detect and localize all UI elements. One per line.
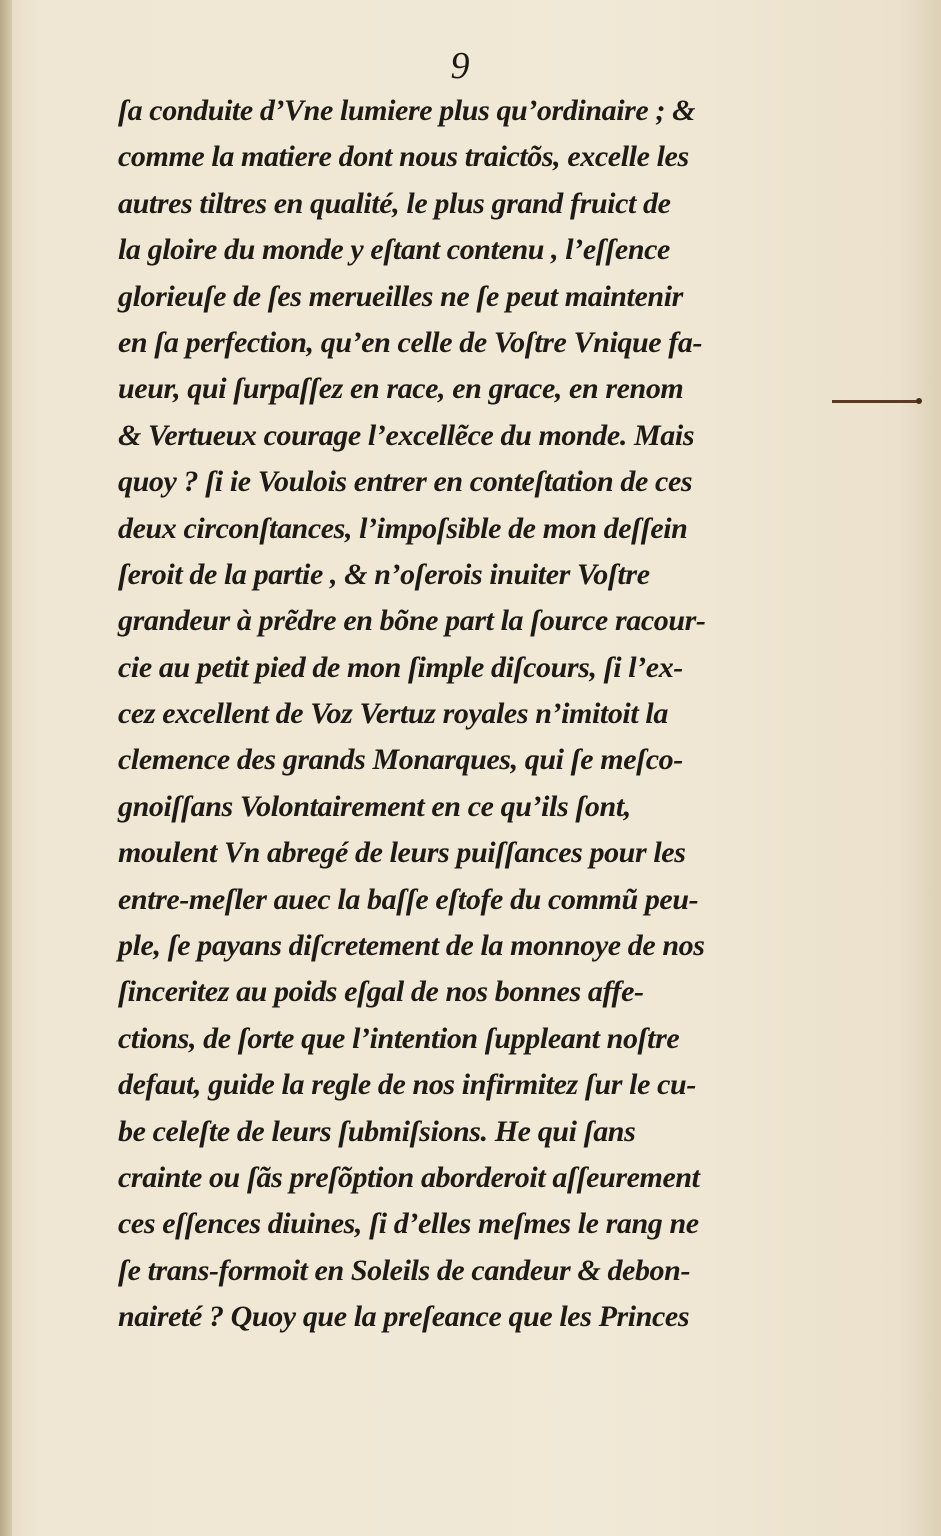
text-line: glorieuſe de ſes merueilles ne ſe peut maintenir (118, 279, 683, 313)
text-line: cie au petit pied de mon ſimple diſcours, ſi l’ex- (118, 650, 683, 684)
text-line: gnoiſſans Volontairement en ce qu’ils ſont, (118, 789, 631, 823)
text-line: & Vertueux courage l’excellẽce du monde. Mais (118, 418, 695, 452)
text-line: entre-meſler auec la baſſe eſtofe du commũ peu- (118, 882, 699, 916)
text-line: quoy ? ſi ie Voulois entrer en conteſtation de ces (118, 465, 693, 499)
text-line: ueur, qui ſurpaſſez en race, en grace, en renom (118, 372, 684, 406)
text-line: grandeur à prẽdre en bõne part la ſource racour- (118, 604, 706, 638)
text-line: comme la matiere dont nous traictõs, excelle les (118, 140, 689, 174)
body-text (118, 88, 818, 1341)
text-line: ſe trans-formoit en Soleils de candeur & debon- (118, 1253, 691, 1287)
page-number: 9 (450, 45, 470, 87)
text-line: ctions, de ſorte que l’intention ſuppleant noſtre (118, 1021, 680, 1055)
text-line: ſinceritez au poids eſgal de nos bonnes affe- (118, 975, 644, 1009)
text-line: ple, ſe payans diſcretement de la monnoye de nos (118, 929, 705, 963)
text-line: moulent Vn abregé de leurs puiſſances pour les (118, 836, 686, 870)
text-line: la gloire du monde y eſtant contenu , l’eſſence (118, 233, 670, 267)
margin-ink-mark (832, 400, 920, 403)
text-line: autres tiltres en qualité, le plus grand fruict de (118, 186, 671, 220)
text-line: naireté ? Quoy que la preſeance que les Princes (118, 1300, 690, 1334)
text-line: cez excellent de Voz Vertuz royales n’imitoit la (118, 697, 668, 731)
text-line: be celeſte de leurs ſubmiſsions. He qui ſans (118, 1114, 636, 1148)
text-line: crainte ou ſãs preſõption aborderoit aſſeurement (118, 1160, 700, 1194)
page-gutter (0, 0, 12, 1536)
text-line: defaut, guide la regle de nos infirmitez ſur le cu- (118, 1068, 696, 1102)
text-line: deux circonſtances, l’impoſsible de mon deſſein (118, 511, 688, 545)
text-line: ces eſſences diuines, ſi d’elles meſmes le rang ne (118, 1207, 699, 1241)
text-line: ſeroit de la partie , & n’oſerois inuiter Voſtre (118, 557, 650, 591)
text-line: ſa conduite d’Vne lumiere plus qu’ordinaire ; & (118, 94, 696, 127)
text-line: clemence des grands Monarques, qui ſe meſco- (118, 743, 683, 777)
text-line: en ſa perfection, qu’en celle de Voſtre Vnique fa- (118, 325, 703, 359)
